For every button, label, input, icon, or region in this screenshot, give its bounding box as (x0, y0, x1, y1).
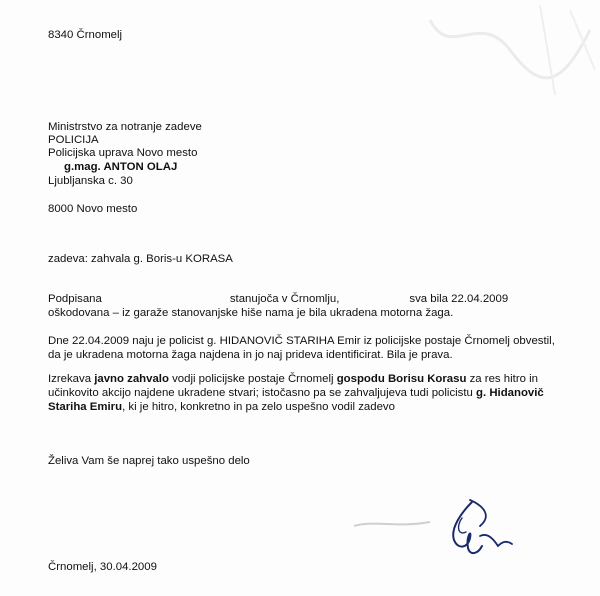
recipient-name: g.mag. ANTON OLAJ (64, 161, 178, 173)
p3-bold-stariha-emiru: Stariha Emiru (48, 401, 123, 413)
p3-text-3: za res hitro in (466, 373, 538, 385)
recipient-line-3: Policijska uprava Novo mesto (48, 147, 198, 159)
paragraph-3-line-3 (48, 400, 395, 414)
p3-bold-boris-korasu: gospodu Borisu Korasu (336, 373, 467, 385)
recipient-line-2: POLICIJA (48, 134, 99, 146)
paragraph-2-line-1: Dne 22.04.2009 naju je policist g. HIDANOVIČ STARIHA Emir iz policijske postaje Črnomelj obvestil, (48, 335, 555, 347)
letter-subject: zadeva: zahvala g. Boris-u KORASA (48, 253, 233, 265)
closing-line: Želiva Vam še naprej tako uspešno delo (48, 455, 250, 467)
paragraph-3-line-2 (48, 386, 544, 400)
recipient-city: 8000 Novo mesto (48, 203, 138, 215)
p3-text-1: Izrekava (48, 373, 95, 385)
paragraph-1-line-2: oškodovana – iz garaže stanovanjske hiše nama je bila ukradena motorna žaga. (48, 307, 454, 319)
smudge-mark (352, 514, 432, 534)
p3-text-4: učinkovito akcijo najdene ukradene stvari; istočasno pa se zahvaljujeva tudi policistu (48, 387, 477, 399)
recipient-line-1: Ministrstvo za notranje zadeve (48, 121, 202, 133)
p3-bold-hidanovic: g. Hidanovič (476, 387, 544, 399)
p3-bold-public-thanks: javno zahvalo (94, 373, 169, 385)
handwritten-signature (432, 496, 514, 560)
scan-artifact (390, 0, 600, 110)
paragraph-1-line-1 (48, 292, 508, 306)
p1-date: sva bila 22.04.2009 (409, 293, 509, 305)
sender-city: 8340 Črnomelj (48, 29, 123, 41)
recipient-street: Ljubljanska c. 30 (48, 175, 133, 187)
p1-residence: stanujoča v Črnomlju, (229, 293, 340, 305)
place-and-date: Črnomelj, 30.04.2009 (48, 561, 157, 573)
p1-signed: Podpisana (48, 293, 102, 305)
paragraph-2-line-2: da je ukradena motorna žaga najdena in jo naj prideva identificirat. Bila je prava. (48, 349, 453, 361)
p3-text-2: vodji policijske postaje Črnomelj (168, 373, 337, 385)
paragraph-3-line-1 (48, 372, 538, 386)
p3-text-5: , ki je hitro, konkretno in pa zelo uspešno vodil zadevo (122, 401, 395, 413)
